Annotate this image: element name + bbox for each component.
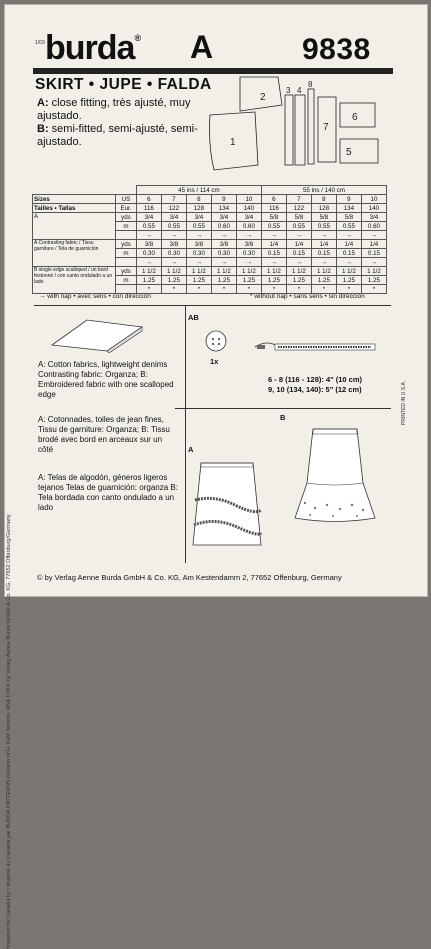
table-cell: 3/8 <box>186 240 211 249</box>
piece-2-number: 2 <box>260 92 266 103</box>
printed-in-usa <box>401 365 411 425</box>
table-cell: 3/4 <box>361 213 386 222</box>
sizes-label-fr-es: Tailles • Tallas <box>33 204 116 213</box>
empty-cell <box>33 186 137 195</box>
table-cell: 0.55 <box>186 222 211 231</box>
side-import-text <box>6 115 20 949</box>
eur-size: 116 <box>261 204 286 213</box>
description-b-text: semi-fitted, semi-ajusté, semi-ajustado. <box>37 123 198 148</box>
table-cell: 1 1/2 <box>311 267 336 276</box>
piece-8-number: 8 <box>308 80 313 89</box>
table-cell: 0.15 <box>311 249 336 258</box>
piece-3-shape <box>285 95 293 165</box>
description-a-text: close fitting, très ajusté, muy ajustado. <box>37 97 191 122</box>
table-cell: 3/4 <box>236 213 261 222</box>
nap-mark: → <box>136 231 161 240</box>
description-a <box>37 97 212 123</box>
table-cell: 0.30 <box>236 249 261 258</box>
table-cell: 1/4 <box>311 240 336 249</box>
table-cell: 0.30 <box>186 249 211 258</box>
table-cell: 1 1/2 <box>211 267 236 276</box>
yardage-table <box>32 185 387 294</box>
table-cell: 0.60 <box>236 222 261 231</box>
view-a-label: A <box>188 445 194 454</box>
unit-m: m <box>116 276 137 285</box>
pattern-number: 9838 <box>302 33 371 66</box>
table-cell: 5/8 <box>286 213 311 222</box>
nap-mark: → <box>186 231 211 240</box>
nap-mark: → <box>336 231 361 240</box>
table-cell: 1.25 <box>161 276 186 285</box>
piece-4-shape <box>295 95 305 165</box>
sizes-label: Sizes <box>33 195 116 204</box>
eur-label: Eur. <box>116 204 137 213</box>
table-cell: 0.55 <box>286 222 311 231</box>
nap-mark: → <box>336 258 361 267</box>
us-size: 6 <box>136 195 161 204</box>
table-cell: 0.15 <box>361 249 386 258</box>
unit-m: m <box>116 222 137 231</box>
table-cell: 0.30 <box>211 249 236 258</box>
empty-cell <box>116 231 137 240</box>
table-cell: 3/4 <box>186 213 211 222</box>
nap-mark: * <box>211 285 236 294</box>
style-letter: A <box>190 29 214 65</box>
table-cell: 1/4 <box>261 240 286 249</box>
table-row <box>33 267 387 276</box>
nap-mark: * <box>136 285 161 294</box>
nap-mark: * <box>186 285 211 294</box>
nap-mark: * <box>261 285 286 294</box>
table-cell: 3/8 <box>236 240 261 249</box>
table-cell: 1.25 <box>286 276 311 285</box>
nap-mark: → <box>261 231 286 240</box>
us-size: 9 <box>336 195 361 204</box>
table-cell: 0.30 <box>161 249 186 258</box>
table-cell: 5/8 <box>261 213 286 222</box>
nap-mark: → <box>311 231 336 240</box>
table-cell: 3/4 <box>211 213 236 222</box>
nap-mark: * <box>336 285 361 294</box>
table-cell: 0.15 <box>336 249 361 258</box>
table-cell: 1/4 <box>361 240 386 249</box>
nap-mark: → <box>236 231 261 240</box>
piece-7-number: 7 <box>323 122 329 133</box>
table-cell: 0.55 <box>311 222 336 231</box>
table-cell: 0.15 <box>261 249 286 258</box>
nap-mark: → <box>136 258 161 267</box>
brand-name: burda <box>45 29 135 67</box>
empty-cell <box>116 258 137 267</box>
piece-5-number: 5 <box>346 147 352 158</box>
header-rule <box>33 68 393 74</box>
width-45-header: 45 ins / 114 cm <box>136 186 261 195</box>
us-size: 7 <box>286 195 311 204</box>
zipper-length-2: 9, 10 (134, 140): 5" (12 cm) <box>268 385 362 394</box>
table-cell: 1.25 <box>136 276 161 285</box>
eur-size: 140 <box>236 204 261 213</box>
nap-mark: * <box>236 285 261 294</box>
table-cell: 1.25 <box>311 276 336 285</box>
eur-size: 128 <box>186 204 211 213</box>
nap-mark: → <box>236 258 261 267</box>
pattern-envelope-back <box>4 4 428 949</box>
nap-mark: * <box>361 285 386 294</box>
nap-mark: → <box>211 231 236 240</box>
nap-mark: * <box>161 285 186 294</box>
table-cell: 1 1/2 <box>261 267 286 276</box>
nap-mark: * <box>311 285 336 294</box>
brand-logo <box>45 29 140 68</box>
nap-mark: * <box>286 285 311 294</box>
table-cell: 0.30 <box>136 249 161 258</box>
table-cell: 5/8 <box>336 213 361 222</box>
nap-mark: → <box>261 258 286 267</box>
us-size: 8 <box>186 195 211 204</box>
nap-mark: → <box>161 258 186 267</box>
view-b-skirt-illustration <box>285 423 385 543</box>
table-cell: 0.55 <box>336 222 361 231</box>
eur-size: 122 <box>286 204 311 213</box>
table-cell: 1.25 <box>336 276 361 285</box>
nap-mark: → <box>286 258 311 267</box>
side-import-label: Imported for Canada by / Importé au Canada par BURDA PATTERNS Division of H. Kidd Toronto, M5A 1T8 © by Verlag Aenne Burda GmbH & Co. KG, 77652 Offenburg/Germany <box>6 514 12 949</box>
copyright-footer: © by Verlag Aenne Burda GmbH & Co. KG, Am Kestendamm 2, 77652 Offenburg, Germany <box>37 573 342 582</box>
printed-in-usa-label: PRINTED IN U.S.A. <box>401 380 407 425</box>
fabric-suggestions-en: A: Cotton fabrics, lightweight denims Contrasting fabric: Organza; B: Embroidered fabric with one scalloped edge <box>38 360 174 399</box>
table-cell: 5/8 <box>311 213 336 222</box>
row-a-label: A <box>33 213 116 240</box>
table-cell: 0.55 <box>136 222 161 231</box>
us-label: US <box>116 195 137 204</box>
garment-title: SKIRT • JUPE • FALDA <box>35 76 212 93</box>
eur-size: 116 <box>136 204 161 213</box>
with-nap-legend: → with nap • avec sens • con dirección <box>39 293 151 300</box>
table-cell: 1.25 <box>211 276 236 285</box>
nap-mark: → <box>211 258 236 267</box>
table-cell: 0.60 <box>211 222 236 231</box>
fabric-suggestions-fr: A: Cotonnades, toiles de jean fines, Tissu de garniture: Organza; B: Tissu brodé avec bord en arceaux sur un côté <box>38 415 170 454</box>
unit-yds: yds <box>116 267 137 276</box>
grid-divider-horizontal <box>175 408 391 409</box>
table-cell: 3/8 <box>161 240 186 249</box>
table-cell: 1/4 <box>336 240 361 249</box>
description-b-label: B: <box>37 123 49 135</box>
button-icon <box>205 330 227 352</box>
table-row <box>33 240 387 249</box>
eur-size: 134 <box>211 204 236 213</box>
table-cell: 1.25 <box>236 276 261 285</box>
piece-3-number: 3 <box>286 86 291 95</box>
table-head-row <box>33 186 387 195</box>
table-cell: 1 1/2 <box>186 267 211 276</box>
view-a-skirt-illustration <box>185 455 270 555</box>
nap-mark: → <box>361 258 386 267</box>
table-cell: 3/4 <box>161 213 186 222</box>
zipper-length-1: 6 - 8 (116 - 128): 4" (10 cm) <box>268 375 363 384</box>
registered-mark: ® <box>134 33 141 43</box>
piece-8-shape <box>308 89 314 164</box>
table-cell: 3/8 <box>211 240 236 249</box>
nap-mark: → <box>311 258 336 267</box>
us-size: 9 <box>211 195 236 204</box>
view-descriptions <box>37 97 212 149</box>
nap-mark: → <box>186 258 211 267</box>
nap-mark: → <box>286 231 311 240</box>
unit-yds: yds <box>116 240 137 249</box>
table-cell: 1.25 <box>261 276 286 285</box>
us-size: 6 <box>261 195 286 204</box>
table-cell: 1 1/2 <box>336 267 361 276</box>
table-cell: 0.55 <box>161 222 186 231</box>
table-cell: 0.55 <box>261 222 286 231</box>
without-nap-legend: * without nap • sans sens • sin dirección <box>250 293 365 300</box>
table-cell: 0.15 <box>286 249 311 258</box>
nap-mark: → <box>361 231 386 240</box>
date-code: 1/03 <box>35 40 45 46</box>
table-cell: 1 1/2 <box>286 267 311 276</box>
zipper-icon <box>253 323 381 371</box>
nap-mark: → <box>161 231 186 240</box>
fabric-suggestions-es: A: Telas de algodón, géneros ligeros tejanos Telas de guarnición: organza B: Tela bordada con canto ondulado a un lado <box>38 473 178 512</box>
table-cell: 1 1/2 <box>236 267 261 276</box>
zipper-lengths <box>268 375 362 395</box>
table-cell: 1 1/2 <box>136 267 161 276</box>
table-cell: 0.60 <box>361 222 386 231</box>
view-b-label: B <box>280 413 286 422</box>
table-row <box>33 213 387 222</box>
notions-ab-label: AB <box>188 313 199 322</box>
table-cell: 3/4 <box>136 213 161 222</box>
pattern-pieces-diagram <box>200 75 390 185</box>
table-cell: 1.25 <box>186 276 211 285</box>
description-b <box>37 123 212 149</box>
width-55-header: 55 ins / 140 cm <box>261 186 386 195</box>
eur-size-row <box>33 204 387 213</box>
us-size: 7 <box>161 195 186 204</box>
eur-size: 134 <box>336 204 361 213</box>
button-quantity: 1x <box>210 357 219 366</box>
eur-size: 128 <box>311 204 336 213</box>
fabric-swatch-icon <box>47 315 147 353</box>
eur-size: 140 <box>361 204 386 213</box>
row-b-label: B single edge scalloped / un bord festonné / con canto ondulado a un lado <box>33 267 116 294</box>
row-a-contrast-label: A Contrasting fabric / Tissu garniture / Tela de guarnición <box>33 240 116 267</box>
table-cell: 1 1/2 <box>361 267 386 276</box>
us-size: 8 <box>311 195 336 204</box>
unit-yds: yds <box>116 213 137 222</box>
description-a-label: A: <box>37 97 49 109</box>
table-cell: 3/8 <box>136 240 161 249</box>
us-size: 10 <box>236 195 261 204</box>
unit-m: m <box>116 249 137 258</box>
piece-1-number: 1 <box>230 137 236 148</box>
piece-6-number: 6 <box>352 112 358 123</box>
table-cell: 1 1/2 <box>161 267 186 276</box>
us-size: 10 <box>361 195 386 204</box>
yardage-table-wrap <box>32 185 387 294</box>
table-cell: 1/4 <box>286 240 311 249</box>
piece-4-number: 4 <box>297 86 302 95</box>
us-size-row <box>33 195 387 204</box>
table-cell: 1.25 <box>361 276 386 285</box>
eur-size: 122 <box>161 204 186 213</box>
